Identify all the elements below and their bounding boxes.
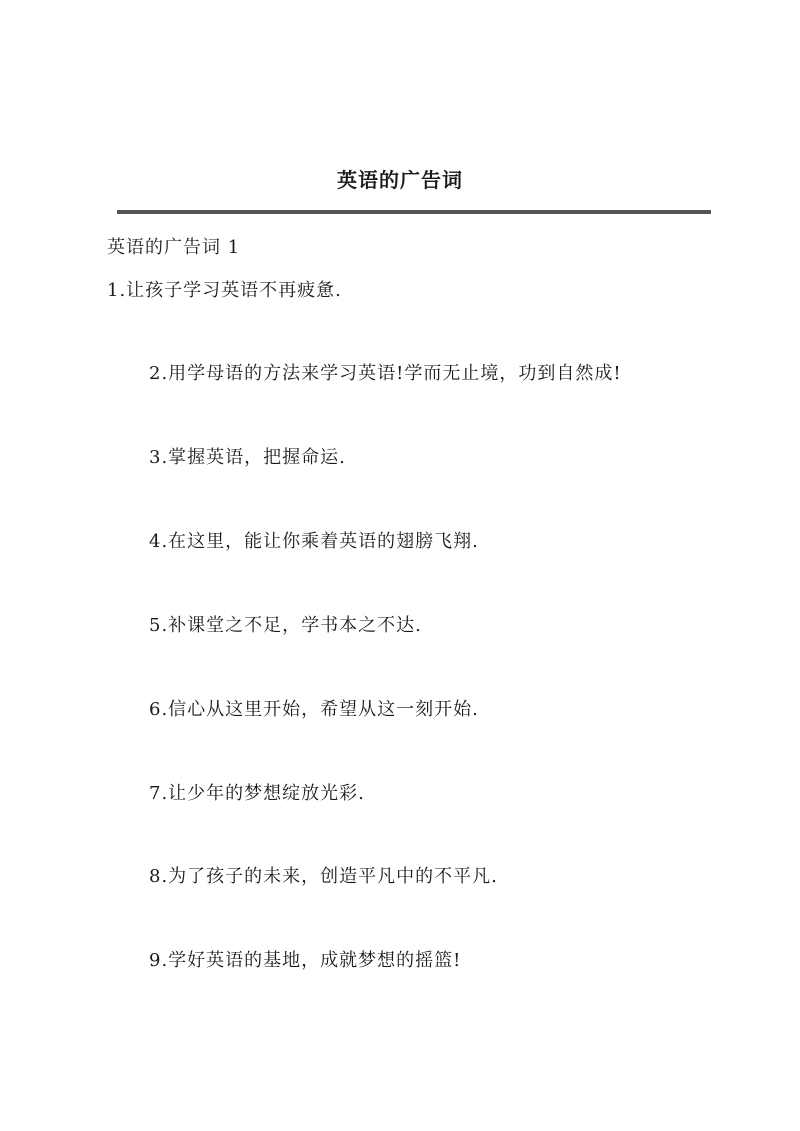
list-item: 6.信心从这里开始，希望从这一刻开始. xyxy=(149,699,479,720)
list-item: 7.让少年的梦想绽放光彩. xyxy=(149,783,365,804)
list-item: 2.用学母语的方法来学习英语!学而无止境，功到自然成! xyxy=(149,363,622,384)
list-item: 8.为了孩子的未来，创造平凡中的不平凡. xyxy=(149,866,498,887)
section-heading: 英语的广告词 1 xyxy=(107,237,241,258)
list-item: 5.补课堂之不足，学书本之不达. xyxy=(149,615,422,636)
list-item: 9.学好英语的基地，成就梦想的摇篮! xyxy=(149,950,462,971)
list-item: 1.让孩子学习英语不再疲惫. xyxy=(107,280,342,301)
document-title: 英语的广告词 xyxy=(337,168,463,192)
title-divider xyxy=(117,210,711,214)
list-item: 4.在这里，能让你乘着英语的翅膀飞翔. xyxy=(149,531,479,552)
list-item: 3.掌握英语，把握命运. xyxy=(149,447,346,468)
